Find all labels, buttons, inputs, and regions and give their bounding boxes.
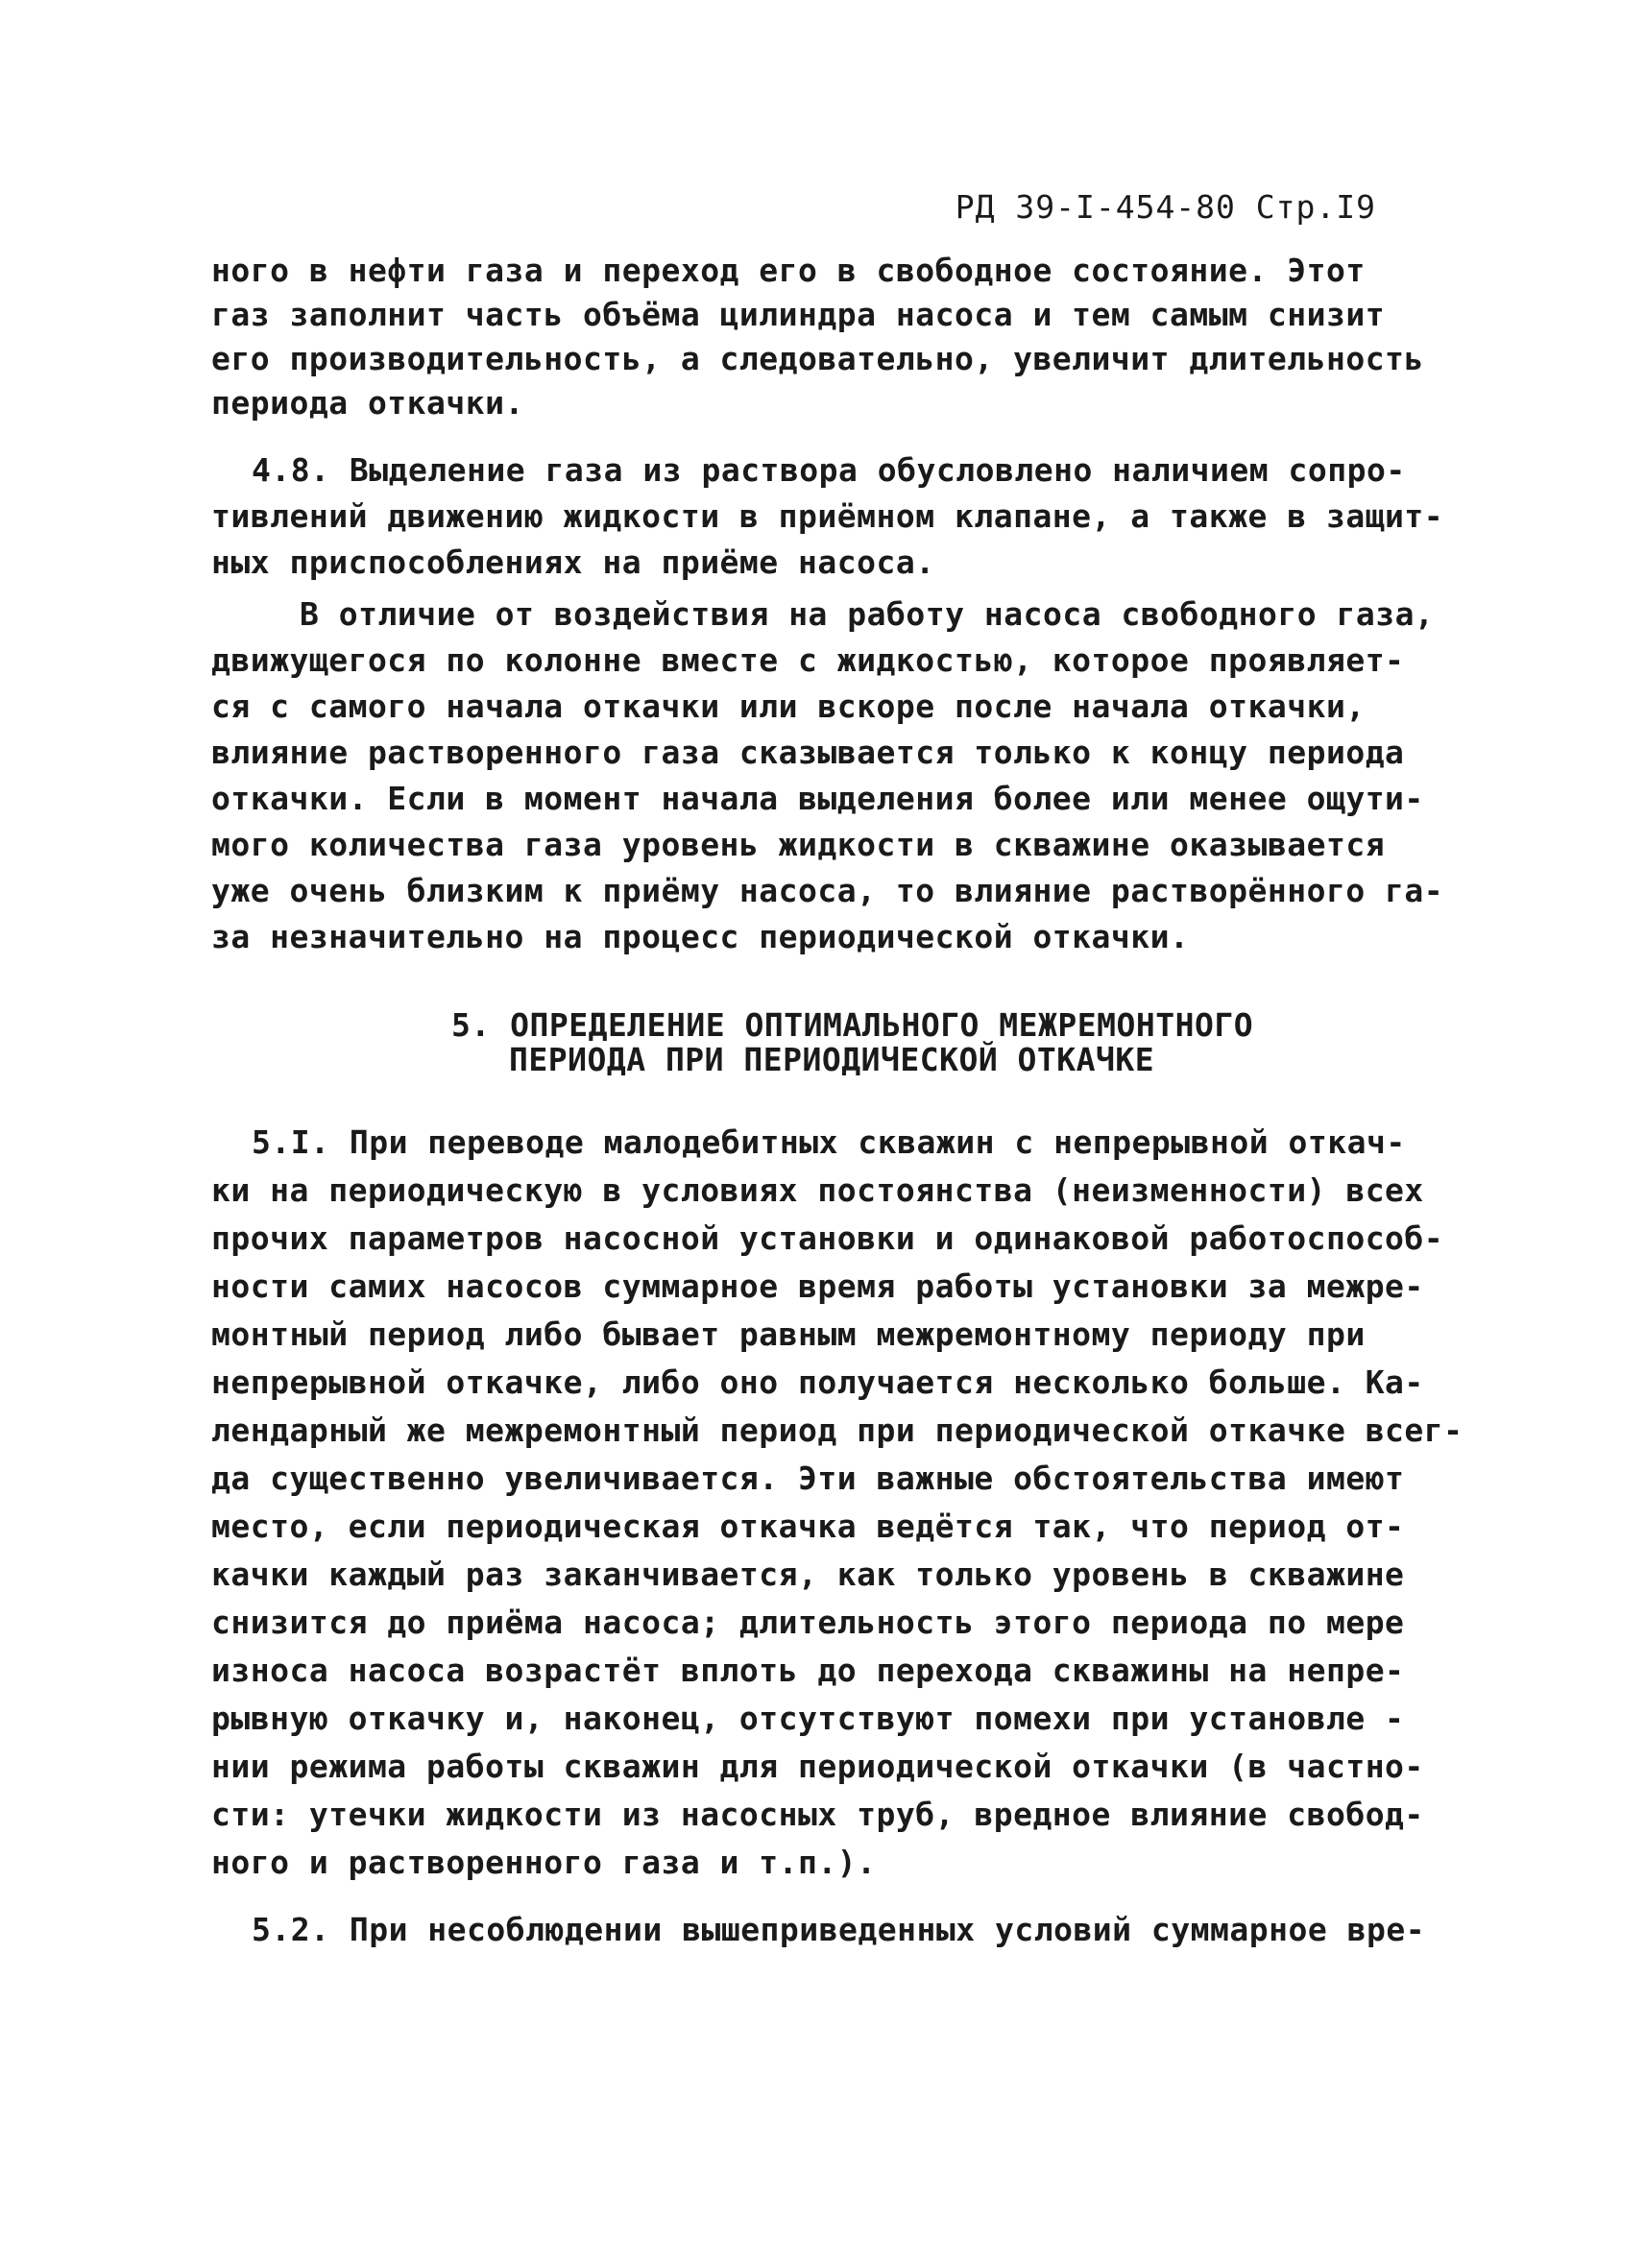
text-line: его производительность, а следовательно, увеличит длительность (211, 340, 1424, 377)
text-line: рывную откачку и, наконец, отсутствуют помехи при установле - (211, 1700, 1405, 1737)
text-line: ного и растворенного газа и т.п.). (211, 1844, 877, 1881)
text-line: движущегося по колонне вместе с жидкостью, которое проявляет- (211, 641, 1405, 679)
page-header: РД 39-I-454-80 Стр.I9 (955, 188, 1376, 226)
text-line: монтный период либо бывает равным межремонтному периоду при (211, 1315, 1366, 1353)
text-line: непрерывной откачке, либо оно получается несколько больше. Ка- (211, 1363, 1424, 1401)
text-line: газ заполнит часть объёма цилиндра насоса и тем самым снизит (211, 296, 1386, 333)
text-line: ного в нефти газа и переход его в свободное состояние. Этот (211, 252, 1366, 289)
text-line: лендарный же межремонтный период при периодической откачке всег- (211, 1411, 1464, 1449)
text-line: нии режима работы скважин для периодической откачки (в частно- (211, 1748, 1424, 1785)
text-line: 4.8. Выделение газа из раствора обусловлено наличием сопро- (252, 451, 1406, 489)
text-line: место, если периодическая откачка ведётся так, что период от- (211, 1508, 1405, 1545)
text-line: уже очень близким к приёму насоса, то влияние растворённого га- (211, 872, 1444, 909)
text-line: тивлений движению жидкости в приёмном клапане, а также в защит- (211, 497, 1444, 535)
text-line: прочих параметров насосной установки и одинаковой работоспособ- (211, 1219, 1444, 1257)
text-line: 5.2. При несоблюдении вышеприведенных условий суммарное вре- (252, 1911, 1426, 1948)
text-line: влияние растворенного газа сказывается только к концу периода (211, 734, 1405, 771)
text-line: ности самих насосов суммарное время работы установки за межре- (211, 1267, 1424, 1305)
text-line: сти: утечки жидкости из насосных труб, вредное влияние свобод- (211, 1796, 1424, 1833)
text-line: ся с самого начала откачки или вскоре после начала откачки, (211, 688, 1366, 725)
text-line: снизится до приёма насоса; длительность этого периода по мере (211, 1604, 1405, 1641)
text-line: ных приспособлениях на приёме насоса. (211, 543, 935, 581)
text-line: периода откачки. (211, 384, 524, 422)
section-title: 5. ОПРЕДЕЛЕНИЕ ОПТИМАЛЬНОГО МЕЖРЕМОНТНОГО (451, 1006, 1254, 1044)
text-line: В отличие от воздействия на работу насоса свободного газа, (300, 595, 1435, 633)
text-line: 5.I. При переводе малодебитных скважин с непрерывной откач- (252, 1123, 1406, 1161)
text-line: ки на периодическую в условиях постоянства (неизменности) всех (211, 1171, 1424, 1209)
text-line: износа насоса возрастёт вплоть до перехода скважины на непре- (211, 1652, 1405, 1689)
text-line: качки каждый раз заканчивается, как только уровень в скважине (211, 1556, 1405, 1593)
text-line: да существенно увеличивается. Эти важные обстоятельства имеют (211, 1460, 1405, 1497)
text-line: откачки. Если в момент начала выделения более или менее ощути- (211, 780, 1424, 817)
section-title: ПЕРИОДА ПРИ ПЕРИОДИЧЕСКОЙ ОТКАЧКЕ (509, 1041, 1155, 1078)
text-line: за незначительно на процесс периодической откачки. (211, 918, 1190, 955)
text-line: мого количества газа уровень жидкости в скважине оказывается (211, 826, 1386, 863)
